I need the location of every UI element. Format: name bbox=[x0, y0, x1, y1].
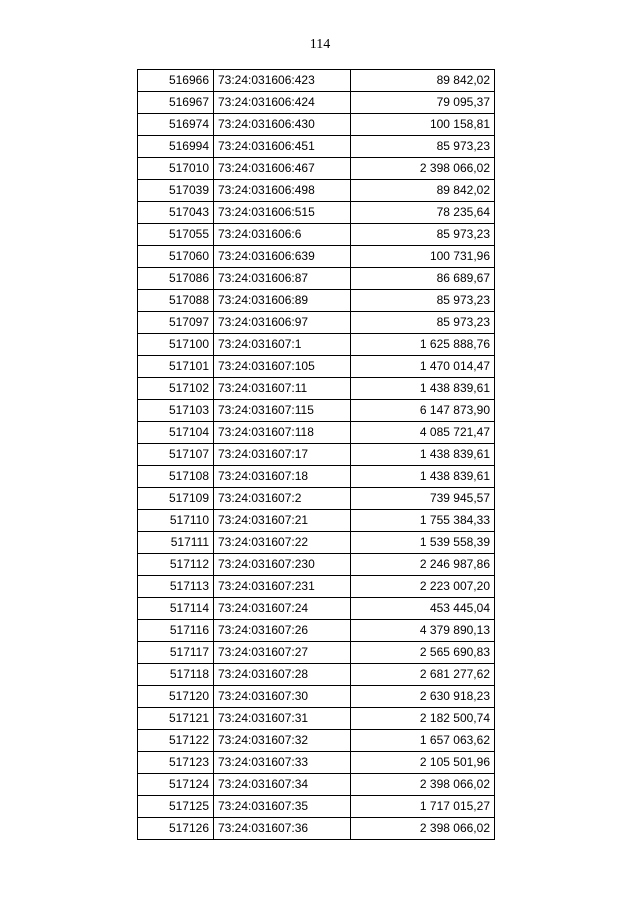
cadastral-value-cell: 4 379 890,13 bbox=[351, 620, 495, 642]
cadastral-number-cell: 73:24:031607:27 bbox=[214, 642, 351, 664]
cadastral-value-cell: 1 438 839,61 bbox=[351, 444, 495, 466]
table-body bbox=[138, 70, 495, 840]
row-number-cell: 517107 bbox=[138, 444, 214, 466]
table-row bbox=[138, 180, 495, 202]
table-row bbox=[138, 708, 495, 730]
row-number-cell: 516994 bbox=[138, 136, 214, 158]
cadastral-value-cell: 6 147 873,90 bbox=[351, 400, 495, 422]
table-row bbox=[138, 510, 495, 532]
cadastral-number-cell: 73:24:031607:22 bbox=[214, 532, 351, 554]
row-number-cell: 517110 bbox=[138, 510, 214, 532]
cadastral-value-cell: 1 470 014,47 bbox=[351, 356, 495, 378]
cadastral-number-cell: 73:24:031607:2 bbox=[214, 488, 351, 510]
cadastral-value-table bbox=[137, 69, 495, 840]
row-number-cell: 517010 bbox=[138, 158, 214, 180]
row-number-cell: 517102 bbox=[138, 378, 214, 400]
row-number-cell: 517039 bbox=[138, 180, 214, 202]
row-number-cell: 517123 bbox=[138, 752, 214, 774]
cadastral-value-cell: 453 445,04 bbox=[351, 598, 495, 620]
row-number-cell: 517113 bbox=[138, 576, 214, 598]
page-number: 114 bbox=[309, 37, 331, 52]
cadastral-number-cell: 73:24:031607:33 bbox=[214, 752, 351, 774]
table-row bbox=[138, 642, 495, 664]
cadastral-value-cell: 4 085 721,47 bbox=[351, 422, 495, 444]
cadastral-value-cell: 2 182 500,74 bbox=[351, 708, 495, 730]
row-number-cell: 517109 bbox=[138, 488, 214, 510]
row-number-cell: 517101 bbox=[138, 356, 214, 378]
table-row bbox=[138, 378, 495, 400]
cadastral-number-cell: 73:24:031607:18 bbox=[214, 466, 351, 488]
cadastral-value-cell: 1 539 558,39 bbox=[351, 532, 495, 554]
cadastral-number-cell: 73:24:031607:26 bbox=[214, 620, 351, 642]
row-number-cell: 517122 bbox=[138, 730, 214, 752]
table-row bbox=[138, 444, 495, 466]
table-row bbox=[138, 576, 495, 598]
row-number-cell: 516966 bbox=[138, 70, 214, 92]
cadastral-value-cell: 2 630 918,23 bbox=[351, 686, 495, 708]
row-number-cell: 517116 bbox=[138, 620, 214, 642]
cadastral-number-cell: 73:24:031606:89 bbox=[214, 290, 351, 312]
cadastral-value-cell: 2 398 066,02 bbox=[351, 774, 495, 796]
row-number-cell: 517111 bbox=[138, 532, 214, 554]
table-row bbox=[138, 422, 495, 444]
table-row bbox=[138, 818, 495, 840]
cadastral-number-cell: 73:24:031607:231 bbox=[214, 576, 351, 598]
row-number-cell: 516974 bbox=[138, 114, 214, 136]
cadastral-value-cell: 89 842,02 bbox=[351, 70, 495, 92]
table-row bbox=[138, 466, 495, 488]
table-row bbox=[138, 136, 495, 158]
cadastral-value-cell: 2 681 277,62 bbox=[351, 664, 495, 686]
table-row bbox=[138, 730, 495, 752]
cadastral-number-cell: 73:24:031607:31 bbox=[214, 708, 351, 730]
table-row bbox=[138, 752, 495, 774]
cadastral-number-cell: 73:24:031606:430 bbox=[214, 114, 351, 136]
table-row bbox=[138, 620, 495, 642]
cadastral-number-cell: 73:24:031606:87 bbox=[214, 268, 351, 290]
row-number-cell: 517055 bbox=[138, 224, 214, 246]
row-number-cell: 517121 bbox=[138, 708, 214, 730]
table-row bbox=[138, 598, 495, 620]
row-number-cell: 517088 bbox=[138, 290, 214, 312]
table-row bbox=[138, 356, 495, 378]
table-row bbox=[138, 400, 495, 422]
cadastral-number-cell: 73:24:031607:115 bbox=[214, 400, 351, 422]
row-number-cell: 517126 bbox=[138, 818, 214, 840]
cadastral-value-cell: 100 158,81 bbox=[351, 114, 495, 136]
row-number-cell: 517125 bbox=[138, 796, 214, 818]
row-number-cell: 517097 bbox=[138, 312, 214, 334]
cadastral-value-cell: 2 246 987,86 bbox=[351, 554, 495, 576]
cadastral-value-cell: 2 398 066,02 bbox=[351, 158, 495, 180]
cadastral-value-cell: 1 657 063,62 bbox=[351, 730, 495, 752]
row-number-cell: 517043 bbox=[138, 202, 214, 224]
cadastral-number-cell: 73:24:031606:467 bbox=[214, 158, 351, 180]
table-row bbox=[138, 158, 495, 180]
cadastral-number-cell: 73:24:031607:35 bbox=[214, 796, 351, 818]
table-row bbox=[138, 312, 495, 334]
cadastral-value-cell: 1 755 384,33 bbox=[351, 510, 495, 532]
table-row bbox=[138, 202, 495, 224]
row-number-cell: 517124 bbox=[138, 774, 214, 796]
cadastral-number-cell: 73:24:031606:6 bbox=[214, 224, 351, 246]
cadastral-number-cell: 73:24:031606:424 bbox=[214, 92, 351, 114]
row-number-cell: 517120 bbox=[138, 686, 214, 708]
cadastral-number-cell: 73:24:031607:21 bbox=[214, 510, 351, 532]
row-number-cell: 517112 bbox=[138, 554, 214, 576]
table-row bbox=[138, 554, 495, 576]
cadastral-value-cell: 85 973,23 bbox=[351, 312, 495, 334]
cadastral-value-cell: 739 945,57 bbox=[351, 488, 495, 510]
cadastral-value-cell: 2 105 501,96 bbox=[351, 752, 495, 774]
table-row bbox=[138, 686, 495, 708]
cadastral-number-cell: 73:24:031607:17 bbox=[214, 444, 351, 466]
cadastral-value-cell: 1 625 888,76 bbox=[351, 334, 495, 356]
cadastral-value-cell: 85 973,23 bbox=[351, 290, 495, 312]
cadastral-number-cell: 73:24:031607:105 bbox=[214, 356, 351, 378]
cadastral-value-cell: 85 973,23 bbox=[351, 136, 495, 158]
cadastral-number-cell: 73:24:031607:30 bbox=[214, 686, 351, 708]
cadastral-value-cell: 86 689,67 bbox=[351, 268, 495, 290]
cadastral-number-cell: 73:24:031606:97 bbox=[214, 312, 351, 334]
row-number-cell: 517104 bbox=[138, 422, 214, 444]
cadastral-number-cell: 73:24:031607:34 bbox=[214, 774, 351, 796]
cadastral-value-cell: 85 973,23 bbox=[351, 224, 495, 246]
cadastral-number-cell: 73:24:031606:639 bbox=[214, 246, 351, 268]
cadastral-value-cell: 2 223 007,20 bbox=[351, 576, 495, 598]
row-number-cell: 516967 bbox=[138, 92, 214, 114]
cadastral-value-cell: 1 438 839,61 bbox=[351, 466, 495, 488]
cadastral-value-cell: 79 095,37 bbox=[351, 92, 495, 114]
cadastral-number-cell: 73:24:031607:24 bbox=[214, 598, 351, 620]
cadastral-number-cell: 73:24:031606:423 bbox=[214, 70, 351, 92]
cadastral-number-cell: 73:24:031606:498 bbox=[214, 180, 351, 202]
cadastral-number-cell: 73:24:031607:118 bbox=[214, 422, 351, 444]
cadastral-value-cell: 1 438 839,61 bbox=[351, 378, 495, 400]
table-row bbox=[138, 268, 495, 290]
row-number-cell: 517060 bbox=[138, 246, 214, 268]
cadastral-number-cell: 73:24:031607:230 bbox=[214, 554, 351, 576]
table-row bbox=[138, 92, 495, 114]
cadastral-number-cell: 73:24:031607:36 bbox=[214, 818, 351, 840]
table-row bbox=[138, 532, 495, 554]
table-row bbox=[138, 488, 495, 510]
table-row bbox=[138, 664, 495, 686]
cadastral-number-cell: 73:24:031607:28 bbox=[214, 664, 351, 686]
cadastral-number-cell: 73:24:031607:11 bbox=[214, 378, 351, 400]
table-row bbox=[138, 114, 495, 136]
cadastral-value-cell: 100 731,96 bbox=[351, 246, 495, 268]
row-number-cell: 517103 bbox=[138, 400, 214, 422]
cadastral-number-cell: 73:24:031606:451 bbox=[214, 136, 351, 158]
cadastral-number-cell: 73:24:031607:1 bbox=[214, 334, 351, 356]
cadastral-number-cell: 73:24:031607:32 bbox=[214, 730, 351, 752]
table-row bbox=[138, 290, 495, 312]
table-row bbox=[138, 246, 495, 268]
row-number-cell: 517086 bbox=[138, 268, 214, 290]
cadastral-number-cell: 73:24:031606:515 bbox=[214, 202, 351, 224]
table-row bbox=[138, 796, 495, 818]
table-row bbox=[138, 70, 495, 92]
cadastral-value-cell: 2 398 066,02 bbox=[351, 818, 495, 840]
row-number-cell: 517114 bbox=[138, 598, 214, 620]
row-number-cell: 517117 bbox=[138, 642, 214, 664]
cadastral-value-cell: 2 565 690,83 bbox=[351, 642, 495, 664]
table-row bbox=[138, 774, 495, 796]
table-row bbox=[138, 334, 495, 356]
cadastral-value-cell: 78 235,64 bbox=[351, 202, 495, 224]
table-row bbox=[138, 224, 495, 246]
row-number-cell: 517108 bbox=[138, 466, 214, 488]
cadastral-value-cell: 1 717 015,27 bbox=[351, 796, 495, 818]
cadastral-value-cell: 89 842,02 bbox=[351, 180, 495, 202]
row-number-cell: 517118 bbox=[138, 664, 214, 686]
row-number-cell: 517100 bbox=[138, 334, 214, 356]
